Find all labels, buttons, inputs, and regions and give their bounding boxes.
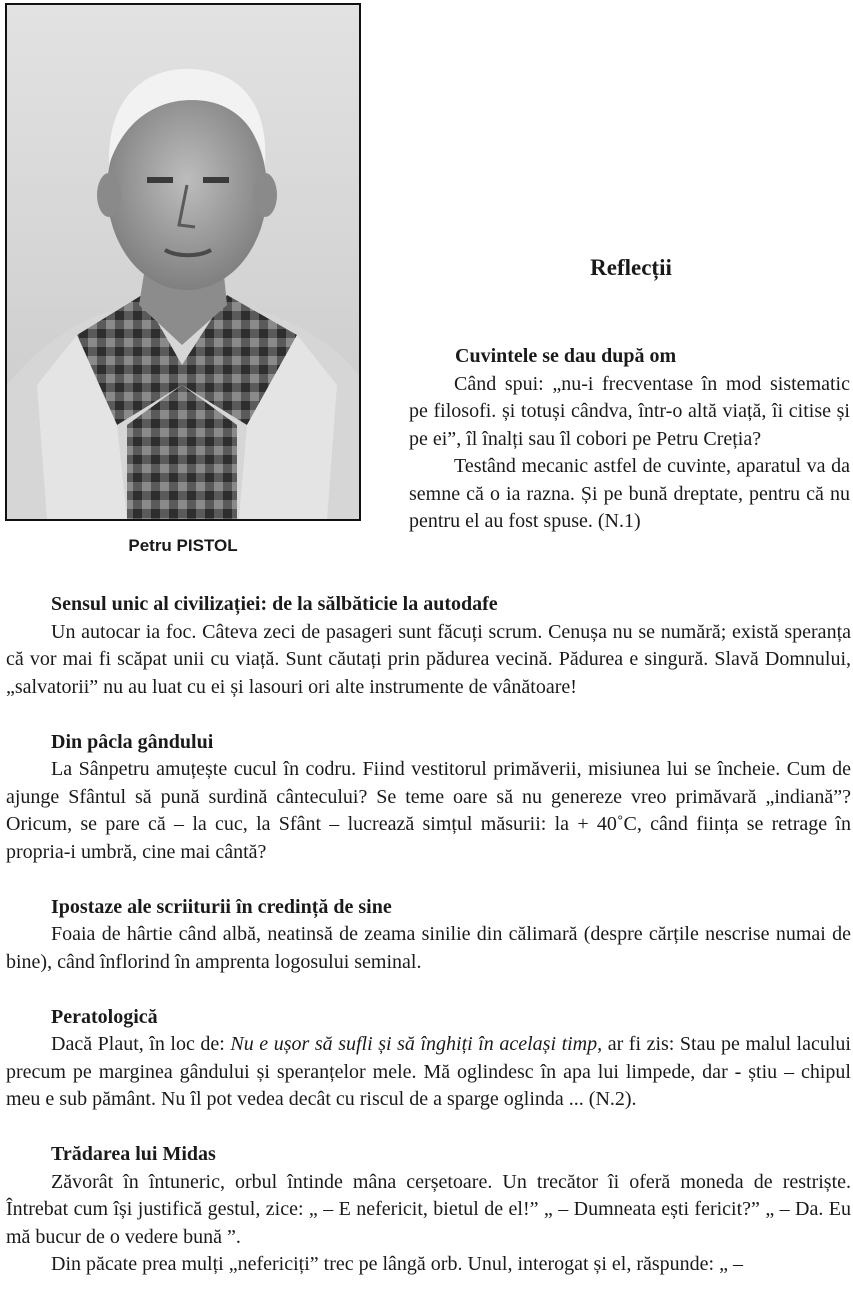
paragraph: Din păcate prea mulți „nefericiți” trec pe lângă orb. Unul, interogat și el, răspunde: „ – [51, 1253, 743, 1275]
paragraph: Când spui: „nu-i frecventase în mod sistematic pe filosofi. și totuși cândva, într-o altă viață, îi citise și pe ei”, îl înalți sau îl cobori pe Petru Creția? [409, 372, 850, 450]
section [6, 729, 851, 867]
italic-quote: Nu e ușor să sufli și să înghiți în același timp, [230, 1033, 603, 1055]
section-heading: Ipostaze ale scriiturii în credință de sine [51, 895, 392, 918]
paragraph-text: Dacă Plaut, în loc de: [51, 1033, 231, 1055]
section-heading: Sensul unic al civilizației: de la sălbăticie la autodafe [51, 593, 498, 615]
author-portrait [5, 3, 361, 521]
section [6, 1004, 851, 1114]
page-title: Reflecții [590, 255, 672, 280]
paragraph: Zăvorât în întuneric, orbul întinde mâna cerșetoare. Un trecător îi oferă moneda de restriște. Întrebat cum își justifică gestul, zice: „ – E nefericit, bietul de el!” „ – Dumneata ești fericit?” „ – Da. Eu mă bucur de o vedere bună ”. [6, 1170, 851, 1248]
main-text [6, 591, 851, 1279]
section-heading: Cuvintele se dau după om [455, 345, 677, 367]
photo-caption: Petru PISTOL [128, 536, 238, 555]
right-column [409, 343, 850, 536]
section-heading: Din pâcla gândului [51, 730, 214, 753]
section [6, 1141, 851, 1279]
section [6, 894, 851, 977]
paragraph-text: ar fi zis: Stau pe malul lacului precum pe marginea gândului și speranțelor mele. Mă oglindesc în apa lui limpede, dar - știu – chipul meu e sub pământ. Nu îl pot vedea decât cu riscul de a sparge oglinda ... (N.2). [6, 1033, 851, 1110]
section-heading: Peratologică [51, 1005, 158, 1028]
paragraph: Foaia de hârtie când albă, neatinsă de zeama sinilie din călimară (despre cărțile nescrise numai de bine), când înflorind în amprenta logosului seminal. [6, 923, 851, 973]
paragraph: La Sânpetru amuțește cucul în codru. Fiind vestitorul primăverii, misiunea lui se încheie. Cum de ajunge Sfântul să pună surdină cântecului? Se teme oare să nu genereze vreo primăvară „indiană”? Oricum, se pare că – la cuc, la Sfânt – lucrează simțul măsurii: la + 40˚C, când ființa se retrage în propria-i umbră, cine mai cântă? [6, 758, 851, 863]
portrait-photo [7, 5, 359, 519]
section [6, 591, 851, 701]
paragraph: Testând mecanic astfel de cuvinte, aparatul va da semne că o ia razna. Și pe bună dreptate, pentru că nu pentru el au fost spuse. (N.1) [409, 455, 850, 532]
paragraph: Un autocar ia foc. Câteva zeci de pasageri sunt făcuți scrum. Cenușa nu se numără; există speranța că vor mai fi scăpat unii cu viață. Sunt căutați prin pădurea vecină. Pădurea e singură. Slavă Domnului, „salvatorii” nu au luat cu ei și lasouri ori alte instrumente de vânătoare! [6, 620, 851, 698]
paragraph [6, 1031, 851, 1114]
section-heading: Trădarea lui Midas [51, 1143, 216, 1165]
